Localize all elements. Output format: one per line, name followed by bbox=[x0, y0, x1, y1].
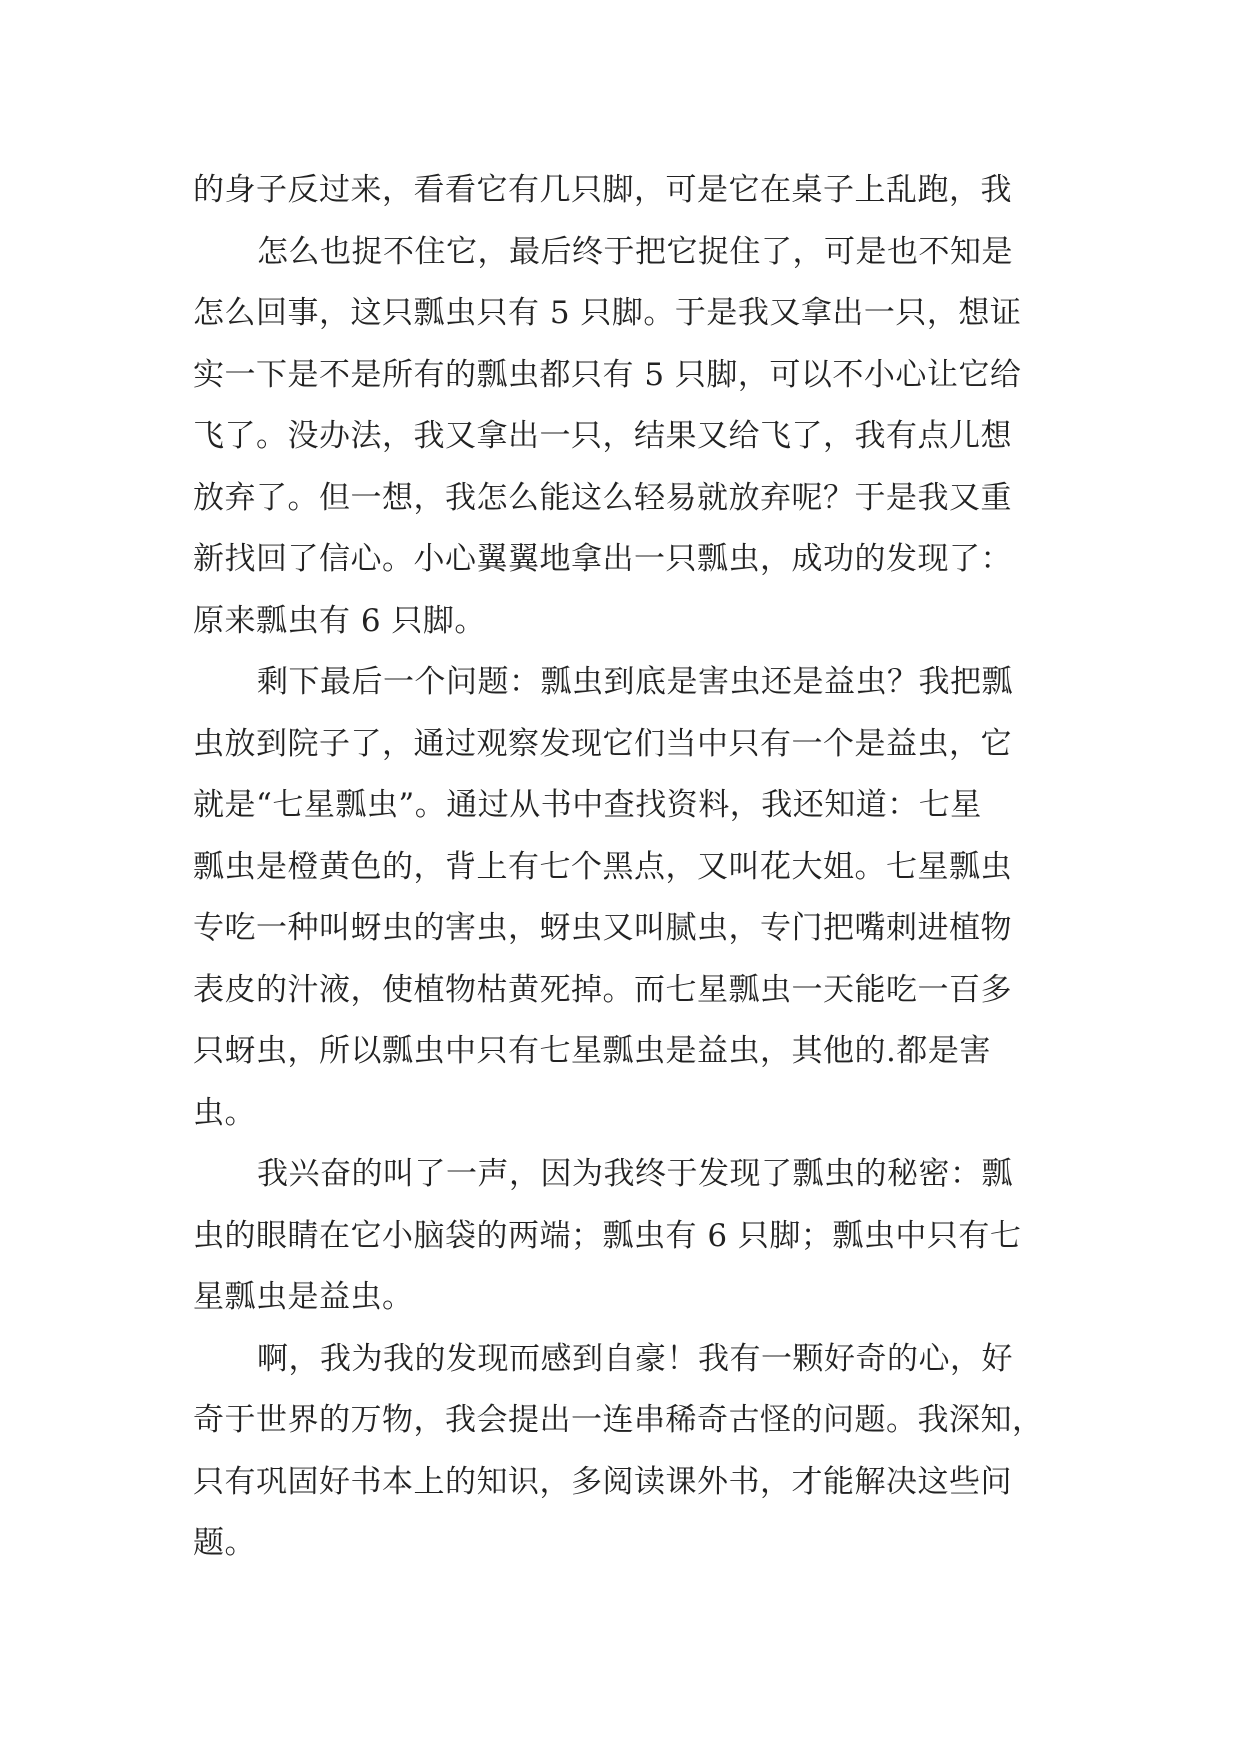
paragraph-start-line: 怎么也捉不住它，最后终于把它捉住了，可是也不知是 bbox=[257, 233, 1013, 270]
text-line: 就是“七星瓢虫”。通过从书中查找资料，我还知道：七星 bbox=[193, 787, 982, 823]
text-line: 虫的眼睛在它小脑袋的两端；瓢虫有 6 只脚；瓢虫中只有七 bbox=[193, 1217, 1022, 1254]
text-line: 虫。 bbox=[193, 1094, 256, 1131]
text-line: 飞了。没办法，我又拿出一只，结果又给飞了，我有点儿想 bbox=[193, 418, 1012, 454]
paragraph-start-line: 我兴奋的叫了一声，因为我终于发现了瓢虫的秘密：瓢 bbox=[257, 1156, 1013, 1192]
text-line: 星瓢虫是益虫。 bbox=[193, 1279, 414, 1315]
text-line: 表皮的汁液，使植物枯黄死掉。而七星瓢虫一天能吃一百多 bbox=[193, 971, 1012, 1008]
body-text bbox=[193, 160, 1053, 1575]
text-line: 的身子反过来，看看它有几只脚，可是它在桌子上乱跑，我 bbox=[193, 172, 1012, 208]
text-line: 原来瓢虫有 6 只脚。 bbox=[193, 602, 486, 639]
text-line: 只有巩固好书本上的知识，多阅读课外书，才能解决这些问 bbox=[193, 1463, 1012, 1500]
text-line: 题。 bbox=[193, 1525, 256, 1561]
text-line: 奇于世界的万物，我会提出一连串稀奇古怪的问题。我深知， bbox=[193, 1402, 1044, 1438]
text-line: 新找回了信心。小心翼翼地拿出一只瓢虫，成功的发现了： bbox=[193, 541, 1012, 577]
text-line: 虫放到院子了，通过观察发现它们当中只有一个是益虫，它 bbox=[193, 725, 1012, 762]
text-line: 只蚜虫，所以瓢虫中只有七星瓢虫是益虫，其他的.都是害 bbox=[193, 1033, 991, 1069]
text-line: 放弃了。但一想，我怎么能这么轻易就放弃呢？于是我又重 bbox=[193, 479, 1012, 516]
paragraph-start-line: 啊，我为我的发现而感到自豪！我有一颗好奇的心，好 bbox=[257, 1340, 1013, 1377]
text-line: 专吃一种叫蚜虫的害虫，蚜虫又叫腻虫，专门把嘴刺进植物 bbox=[193, 910, 1012, 946]
text-line: 实一下是不是所有的瓢虫都只有 5 只脚，可以不小心让它给 bbox=[193, 356, 1022, 393]
text-line: 瓢虫是橙黄色的，背上有七个黑点，又叫花大姐。七星瓢虫 bbox=[193, 848, 1012, 885]
text-line: 怎么回事，这只瓢虫只有 5 只脚。于是我又拿出一只，想证 bbox=[193, 295, 1022, 331]
paragraph-start-line: 剩下最后一个问题：瓢虫到底是害虫还是益虫？我把瓢 bbox=[257, 664, 1013, 700]
